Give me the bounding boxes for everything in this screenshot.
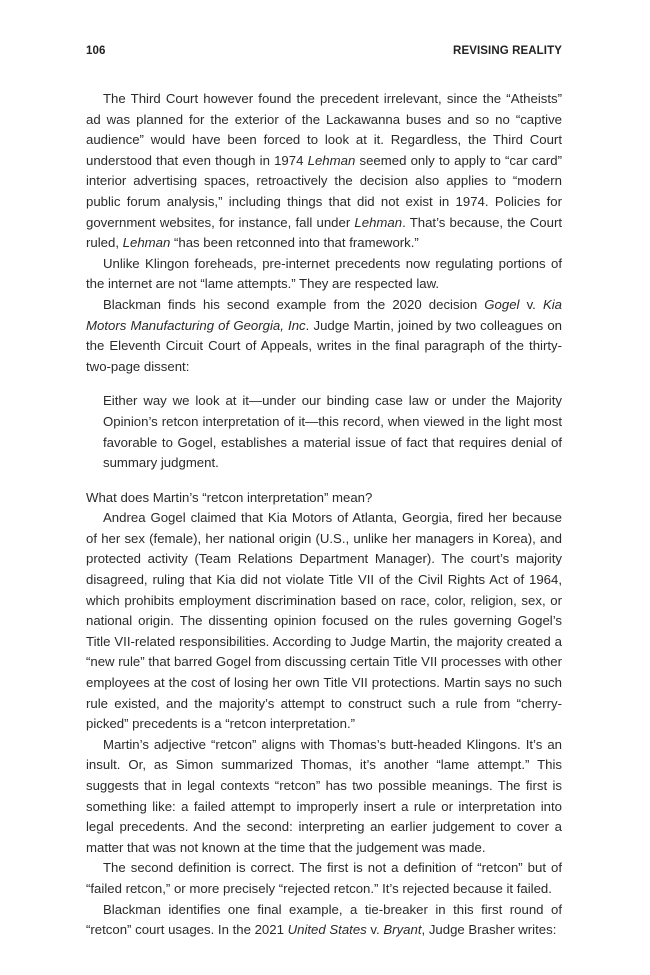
paragraph-8: Blackman identifies one final example, a tie-breaker in this first round of “retcon” court usages. In the 2021 United States v. Bryant, Judge Brasher writes: (86, 901, 562, 938)
case-name: Lehman (122, 235, 171, 251)
case-name: Bryant (383, 922, 422, 938)
paragraph-5: Andrea Gogel claimed that Kia Motors of Atlanta, Georgia, fired her because of her sex (female), her national origin (U.S., unlike her managers in Korea), and protected activity (Team Relations Department Manager). The court’s majority disagreed, ruling that Kia did not violate Title VII of the Civil Rights Act of 1964, which prohibits employment discrimination based on race, color, religion, sex, or national origin. The dissenting opinion focused on the rules governing Gogel’s Title VII-related responsibilities. According to Judge Martin, the majority created a “new rule” that barred Gogel from discussing certain Title VII processes with other employees at the cost of losing her own Title VII protections. Martin says no such rule existed, and the majority’s attempt to construct such a rule from “cherry-picked” precedents is a “retcon interpretation.” (86, 510, 562, 732)
block-quote (103, 391, 562, 473)
case-name: United States (287, 922, 367, 938)
paragraph-7: The second definition is correct. The first is not a definition of “retcon” but of “failed retcon,” or more precisely “rejected retcon.” It’s rejected because it failed. (86, 860, 562, 896)
paragraph-1: The Third Court however found the precedent irrelevant, since the “Atheists” ad was planned for the exterior of the Lackawanna buses and so no “captive audience” would have been forced to look at it. Regardless, the Third Court understood that even though in 1974 Lehman seemed only to apply to “car card” interior advertising spaces, retroactively the decision also applies to “modern public forum analysis,” including things that did not exist in 1974. Policies for government websites, for instance, fall under Lehman. That’s because, the Court ruled, Lehman “has been retconned into that framework.” (86, 91, 562, 251)
body-text (86, 89, 562, 941)
case-name: Gogel (484, 296, 520, 312)
paragraph-2: Unlike Klingon foreheads, pre-internet precedents now regulating portions of the internet are not “lame attempts.” They are respected law. (86, 255, 562, 292)
case-name: Lehman (354, 214, 403, 230)
block-quote-text: Either way we look at it—under our binding case law or under the Majority Opinion’s retcon interpretation of it—this record, when viewed in the light most favorable to Gogel, establishes a material issue of fact that requires denial of summary judgment. (103, 393, 562, 471)
case-name: Kia Motors Manufacturing of Georgia, Inc (86, 296, 562, 333)
paragraph-3: Blackman finds his second example from the 2020 decision Gogel v. Kia Motors Manufacturing of Georgia, Inc. Judge Martin, joined by two colleagues on the Eleventh Circuit Court of Appeals, writes in the final paragraph of the thirty-two-page dissent: (86, 296, 562, 374)
page-number: 106 (86, 45, 106, 57)
paragraph-6: Martin’s adjective “retcon” aligns with Thomas’s butt-headed Klingons. It’s an insult. Or, as Simon summarized Thomas, it’s another “lame attempt.” This suggests that in legal contexts “retcon” has two possible meanings. The first is something like: a failed attempt to improperly insert a rule or interpretation into legal precedents. And the second: interpreting an earlier judgement to cover a matter that was not known at the time that the judgement was made. (86, 736, 562, 855)
running-header (86, 45, 562, 61)
book-page (86, 0, 562, 975)
running-title: REVISING REALITY (453, 45, 562, 57)
case-name: Lehman (307, 152, 356, 168)
paragraph-4: What does Martin’s “retcon interpretation” mean? (86, 489, 373, 505)
